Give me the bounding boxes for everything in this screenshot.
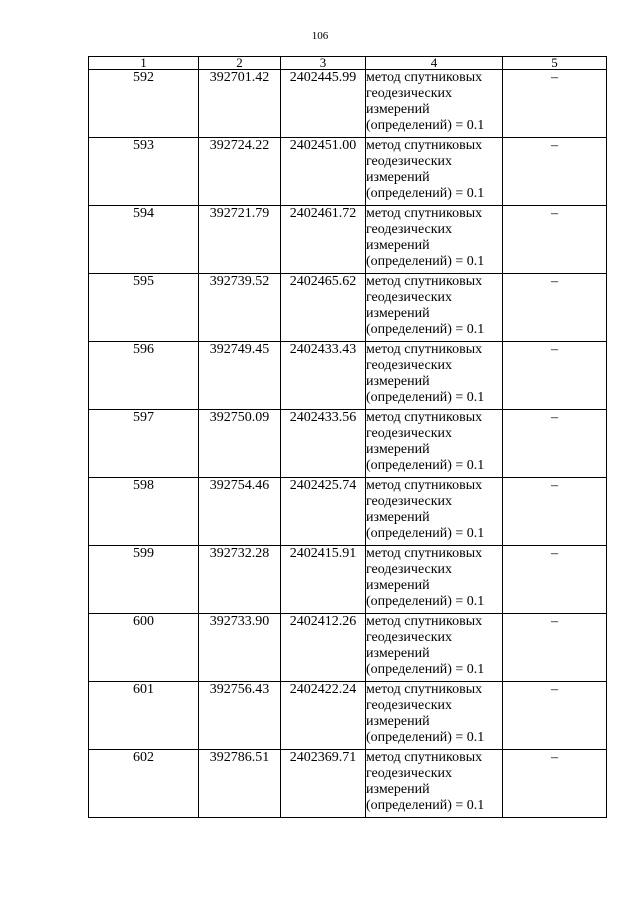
method-text-line: (определений) = 0.1: [366, 390, 485, 405]
method-text-line: метод спутниковых: [366, 342, 483, 357]
method-cell: [366, 682, 503, 750]
x-coordinate-cell: 392701.42: [199, 70, 281, 138]
point-number-cell: 602: [89, 750, 199, 818]
y-coordinate-cell: 2402461.72: [281, 206, 366, 274]
method-cell: [366, 342, 503, 410]
y-coordinate-cell: 2402433.43: [281, 342, 366, 410]
x-coordinate-cell: 392749.45: [199, 342, 281, 410]
table-row: [89, 546, 607, 614]
method-cell: [366, 70, 503, 138]
column-header-3: 3: [281, 57, 366, 70]
table-row: [89, 750, 607, 818]
method-text-line: метод спутниковых: [366, 750, 483, 765]
x-coordinate-cell: 392739.52: [199, 274, 281, 342]
method-text-line: измерений: [366, 646, 430, 661]
method-text-line: (определений) = 0.1: [366, 186, 485, 201]
coordinates-table: [88, 56, 607, 818]
point-number-cell: 593: [89, 138, 199, 206]
y-coordinate-cell: 2402412.26: [281, 614, 366, 682]
method-text-line: измерений: [366, 102, 430, 117]
x-coordinate-cell: 392786.51: [199, 750, 281, 818]
method-text-line: геодезических: [366, 222, 453, 237]
method-cell: [366, 546, 503, 614]
method-cell: [366, 410, 503, 478]
table-body: [89, 70, 607, 818]
point-number-cell: 597: [89, 410, 199, 478]
table-header-row: [89, 57, 607, 70]
method-text-line: геодезических: [366, 154, 453, 169]
table-row: [89, 614, 607, 682]
method-text-line: метод спутниковых: [366, 682, 483, 697]
y-coordinate-cell: 2402433.56: [281, 410, 366, 478]
x-coordinate-cell: 392750.09: [199, 410, 281, 478]
method-text-line: (определений) = 0.1: [366, 322, 485, 337]
table-row: [89, 410, 607, 478]
column-5-cell: –: [503, 750, 607, 818]
table-row: [89, 682, 607, 750]
point-number-cell: 595: [89, 274, 199, 342]
method-text-line: метод спутниковых: [366, 138, 483, 153]
column-5-cell: –: [503, 342, 607, 410]
x-coordinate-cell: 392733.90: [199, 614, 281, 682]
point-number-cell: 600: [89, 614, 199, 682]
method-text-line: измерений: [366, 238, 430, 253]
method-text-line: метод спутниковых: [366, 206, 483, 221]
column-5-cell: –: [503, 614, 607, 682]
x-coordinate-cell: 392724.22: [199, 138, 281, 206]
method-text-line: (определений) = 0.1: [366, 254, 485, 269]
table-row: [89, 70, 607, 138]
method-text-line: геодезических: [366, 86, 453, 101]
method-text-line: измерений: [366, 170, 430, 185]
method-text-line: геодезических: [366, 766, 453, 781]
method-text-line: измерений: [366, 782, 430, 797]
method-cell: [366, 274, 503, 342]
table-row: [89, 342, 607, 410]
y-coordinate-cell: 2402422.24: [281, 682, 366, 750]
y-coordinate-cell: 2402425.74: [281, 478, 366, 546]
column-5-cell: –: [503, 70, 607, 138]
column-header-1: 1: [89, 57, 199, 70]
method-text-line: измерений: [366, 374, 430, 389]
method-text-line: измерений: [366, 442, 430, 457]
method-text-line: геодезических: [366, 426, 453, 441]
y-coordinate-cell: 2402465.62: [281, 274, 366, 342]
method-text-line: геодезических: [366, 562, 453, 577]
method-cell: [366, 614, 503, 682]
method-text-line: (определений) = 0.1: [366, 798, 485, 813]
method-text-line: (определений) = 0.1: [366, 526, 485, 541]
page-number: 106: [311, 30, 329, 42]
point-number-cell: 596: [89, 342, 199, 410]
point-number-cell: 592: [89, 70, 199, 138]
method-text-line: геодезических: [366, 358, 453, 373]
column-5-cell: –: [503, 206, 607, 274]
table-row: [89, 138, 607, 206]
column-5-cell: –: [503, 478, 607, 546]
y-coordinate-cell: 2402369.71: [281, 750, 366, 818]
method-text-line: геодезических: [366, 698, 453, 713]
method-text-line: метод спутниковых: [366, 614, 483, 629]
y-coordinate-cell: 2402445.99: [281, 70, 366, 138]
method-text-line: (определений) = 0.1: [366, 594, 485, 609]
x-coordinate-cell: 392754.46: [199, 478, 281, 546]
method-text-line: геодезических: [366, 290, 453, 305]
method-text-line: (определений) = 0.1: [366, 662, 485, 677]
point-number-cell: 599: [89, 546, 199, 614]
column-5-cell: –: [503, 138, 607, 206]
y-coordinate-cell: 2402415.91: [281, 546, 366, 614]
method-text-line: метод спутниковых: [366, 274, 483, 289]
method-text-line: (определений) = 0.1: [366, 458, 485, 473]
point-number-cell: 594: [89, 206, 199, 274]
method-text-line: геодезических: [366, 494, 453, 509]
point-number-cell: 598: [89, 478, 199, 546]
method-text-line: измерений: [366, 578, 430, 593]
column-5-cell: –: [503, 274, 607, 342]
x-coordinate-cell: 392732.28: [199, 546, 281, 614]
column-5-cell: –: [503, 410, 607, 478]
method-text-line: измерений: [366, 714, 430, 729]
column-5-cell: –: [503, 546, 607, 614]
column-header-4: 4: [366, 57, 503, 70]
method-text-line: метод спутниковых: [366, 70, 483, 85]
method-text-line: измерений: [366, 510, 430, 525]
table-row: [89, 206, 607, 274]
column-5-cell: –: [503, 682, 607, 750]
point-number-cell: 601: [89, 682, 199, 750]
x-coordinate-cell: 392756.43: [199, 682, 281, 750]
method-text-line: (определений) = 0.1: [366, 118, 485, 133]
column-header-2: 2: [199, 57, 281, 70]
method-text-line: геодезических: [366, 630, 453, 645]
method-text-line: метод спутниковых: [366, 546, 483, 561]
column-header-5: 5: [503, 57, 607, 70]
method-text-line: измерений: [366, 306, 430, 321]
y-coordinate-cell: 2402451.00: [281, 138, 366, 206]
method-cell: [366, 138, 503, 206]
method-text-line: метод спутниковых: [366, 410, 483, 425]
method-text-line: метод спутниковых: [366, 478, 483, 493]
table-row: [89, 478, 607, 546]
method-text-line: (определений) = 0.1: [366, 730, 485, 745]
table-row: [89, 274, 607, 342]
method-cell: [366, 750, 503, 818]
method-cell: [366, 478, 503, 546]
method-cell: [366, 206, 503, 274]
x-coordinate-cell: 392721.79: [199, 206, 281, 274]
